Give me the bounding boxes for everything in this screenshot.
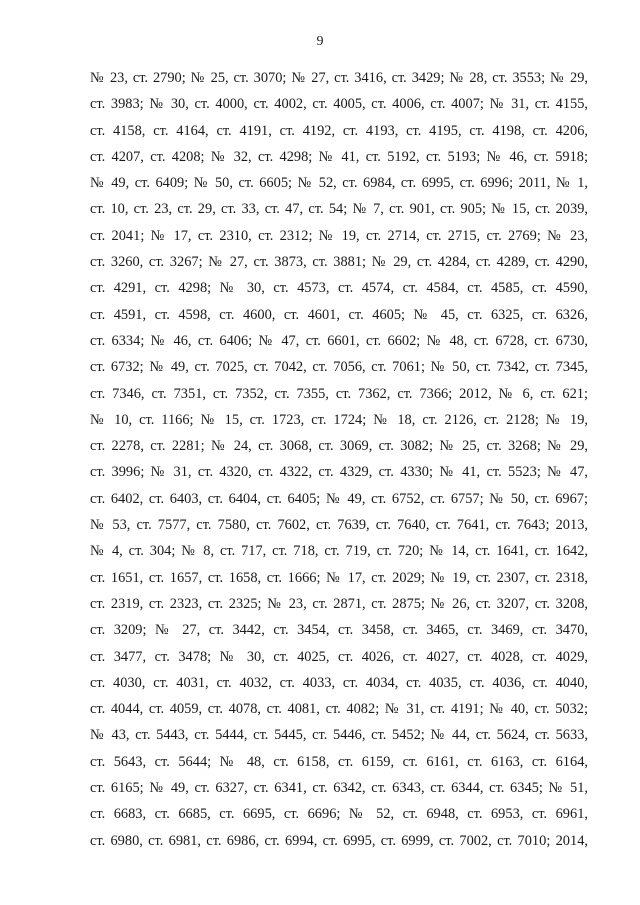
text-line: ст. 3996; № 31, ст. 4320, ст. 4322, ст. 4329, ст. 4330; № 41, ст. 5523; № 47, (90, 464, 588, 481)
page-number: 9 (316, 34, 324, 49)
document-body (90, 67, 588, 856)
text-line: ст. 4030, ст. 4031, ст. 4032, ст. 4033, ст. 4034, ст. 4035, ст. 4036, ст. 4040, (90, 674, 588, 691)
text-line: № 53, ст. 7577, ст. 7580, ст. 7602, ст. 7639, ст. 7640, ст. 7641, ст. 7643; 2013, (90, 517, 588, 534)
text-line: ст. 6165; № 49, ст. 6327, ст. 6341, ст. 6342, ст. 6343, ст. 6344, ст. 6345; № 51, (90, 780, 588, 797)
text-line: ст. 4044, ст. 4059, ст. 4078, ст. 4081, ст. 4082; № 31, ст. 4191; № 40, ст. 5032; (90, 701, 588, 718)
text-line: ст. 10, ст. 23, ст. 29, ст. 33, ст. 47, ст. 54; № 7, ст. 901, ст. 905; № 15, ст. 2039, (90, 201, 588, 218)
text-line: № 23, ст. 2790; № 25, ст. 3070; № 27, ст. 3416, ст. 3429; № 28, ст. 3553; № 29, (90, 70, 588, 86)
text-line: ст. 6980, ст. 6981, ст. 6986, ст. 6994, ст. 6995, ст. 6999, ст. 7002, ст. 7010; 2014, (90, 832, 588, 849)
text-line: ст. 2278, ст. 2281; № 24, ст. 3068, ст. 3069, ст. 3082; № 25, ст. 3268; № 29, (90, 438, 588, 455)
text-line: ст. 3209; № 27, ст. 3442, ст. 3454, ст. 3458, ст. 3465, ст. 3469, ст. 3470, (90, 622, 588, 639)
text-line: № 10, ст. 1166; № 15, ст. 1723, ст. 1724; № 18, ст. 2126, ст. 2128; № 19, (90, 411, 588, 428)
text-line: ст. 6402, ст. 6403, ст. 6404, ст. 6405; № 49, ст. 6752, ст. 6757; № 50, ст. 6967; (90, 490, 588, 507)
text-line: ст. 6732; № 49, ст. 7025, ст. 7042, ст. 7056, ст. 7061; № 50, ст. 7342, ст. 7345, (90, 359, 588, 376)
text-line: ст. 6334; № 46, ст. 6406; № 47, ст. 6601, ст. 6602; № 48, ст. 6728, ст. 6730, (90, 332, 588, 349)
text-line: № 49, ст. 6409; № 50, ст. 6605; № 52, ст. 6984, ст. 6995, ст. 6996; 2011, № 1, (90, 175, 588, 192)
text-line: ст. 4591, ст. 4598, ст. 4600, ст. 4601, ст. 4605; № 45, ст. 6325, ст. 6326, (90, 306, 588, 323)
text-line: ст. 5643, ст. 5644; № 48, ст. 6158, ст. 6159, ст. 6161, ст. 6163, ст. 6164, (90, 753, 588, 770)
text-line: ст. 7346, ст. 7351, ст. 7352, ст. 7355, ст. 7362, ст. 7366; 2012, № 6, ст. 621; (90, 385, 588, 402)
text-line: ст. 4158, ст. 4164, ст. 4191, ст. 4192, ст. 4193, ст. 4195, ст. 4198, ст. 4206, (90, 122, 588, 139)
text-line: ст. 1651, ст. 1657, ст. 1658, ст. 1666; № 17, ст. 2029; № 19, ст. 2307, ст. 2318, (90, 569, 588, 586)
text-line: ст. 3260, ст. 3267; № 27, ст. 3873, ст. 3881; № 29, ст. 4284, ст. 4289, ст. 4290, (90, 254, 588, 271)
text-line: ст. 4207, ст. 4208; № 32, ст. 4298; № 41, ст. 5192, ст. 5193; № 46, ст. 5918; (90, 148, 588, 165)
text-line: ст. 4291, ст. 4298; № 30, ст. 4573, ст. 4574, ст. 4584, ст. 4585, ст. 4590, (90, 280, 588, 297)
text-line: ст. 2041; № 17, ст. 2310, ст. 2312; № 19, ст. 2714, ст. 2715, ст. 2769; № 23, (90, 227, 588, 244)
text-line: ст. 3983; № 30, ст. 4000, ст. 4002, ст. 4005, ст. 4006, ст. 4007; № 31, ст. 4155, (90, 96, 588, 113)
text-line: № 4, ст. 304; № 8, ст. 717, ст. 718, ст. 719, ст. 720; № 14, ст. 1641, ст. 1642, (90, 543, 588, 560)
text-line: ст. 2319, ст. 2323, ст. 2325; № 23, ст. 2871, ст. 2875; № 26, ст. 3207, ст. 3208, (90, 595, 588, 612)
text-line: № 43, ст. 5443, ст. 5444, ст. 5445, ст. 5446, ст. 5452; № 44, ст. 5624, ст. 5633, (90, 727, 588, 744)
text-line: ст. 3477, ст. 3478; № 30, ст. 4025, ст. 4026, ст. 4027, ст. 4028, ст. 4029, (90, 648, 588, 665)
text-line: ст. 6683, ст. 6685, ст. 6695, ст. 6696; № 52, ст. 6948, ст. 6953, ст. 6961, (90, 806, 588, 823)
